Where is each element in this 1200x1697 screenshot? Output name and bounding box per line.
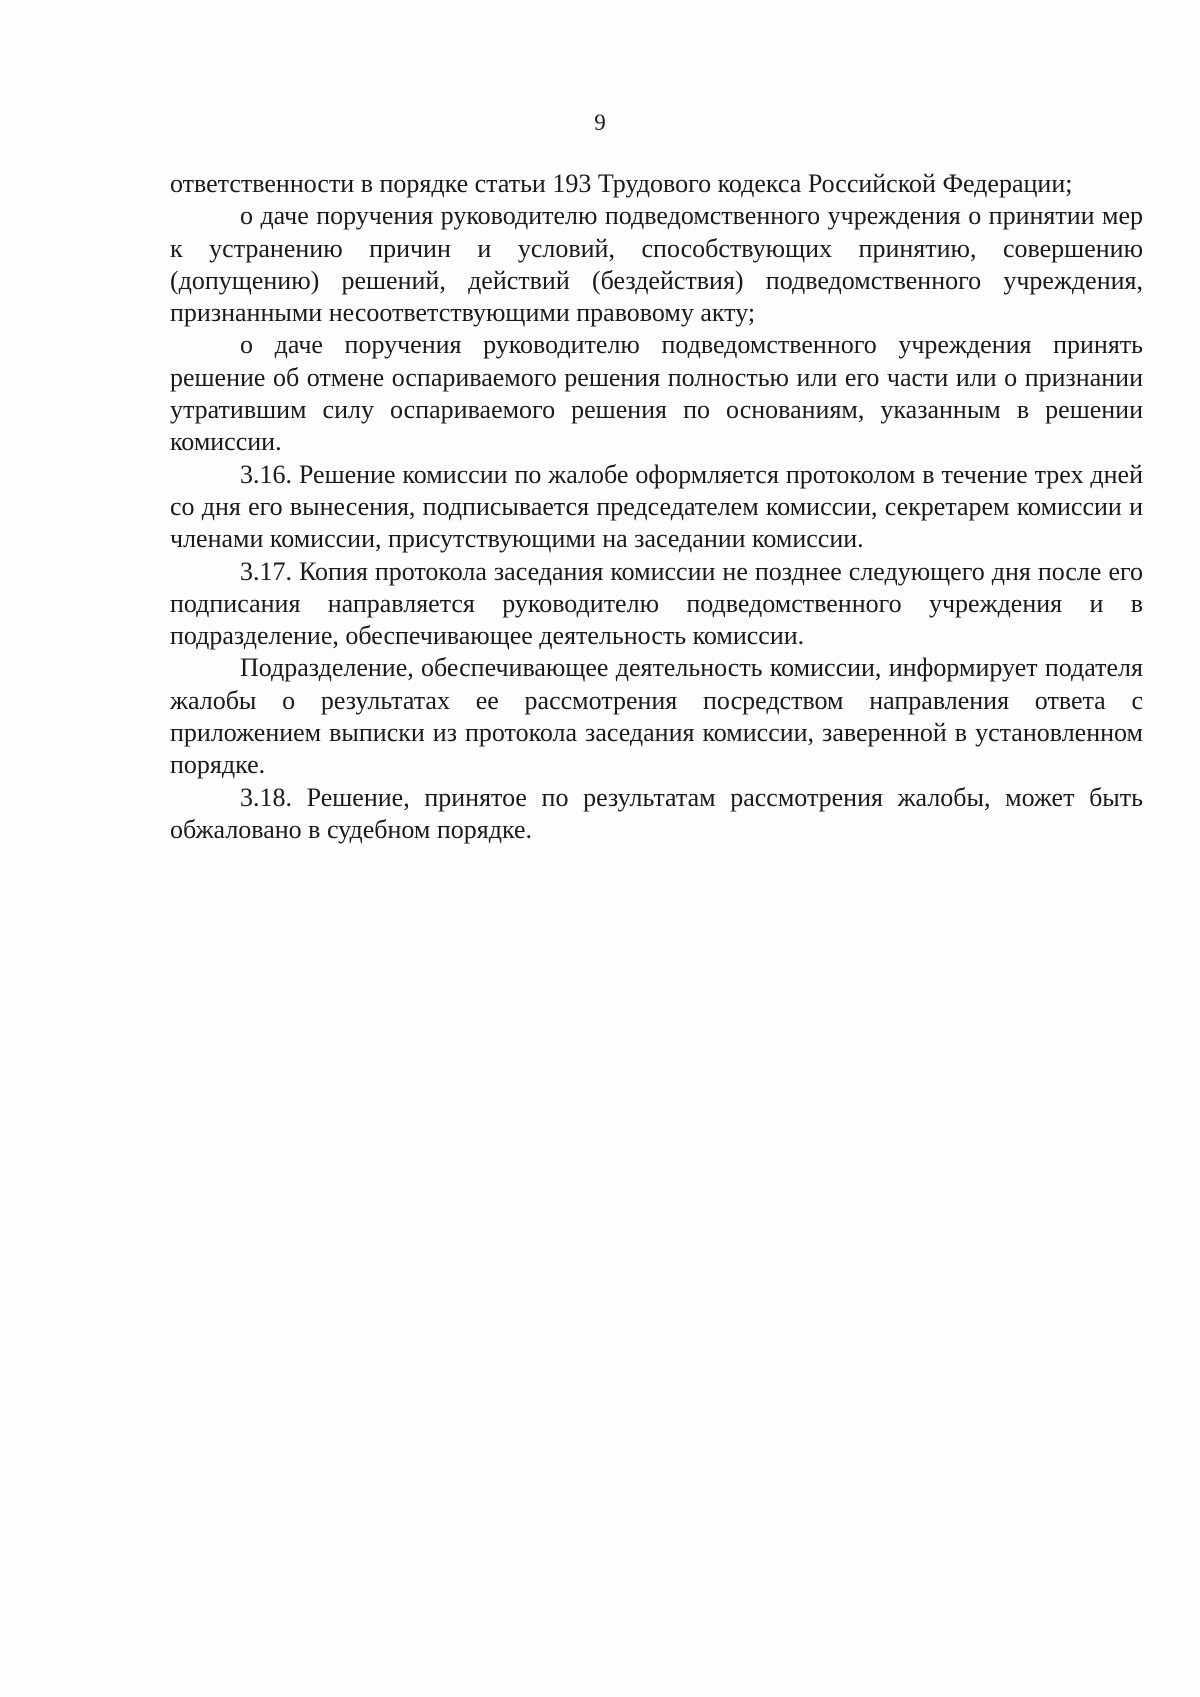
paragraph-article-193: ответственности в порядке статьи 193 Трудового кодекса Российской Федерации; <box>170 169 1073 198</box>
paragraph-division-informs: Подразделение, обеспечивающее деятельность комиссии, информирует подателя жалобы о результатах ее рассмотрения посредством направления ответа с приложением выписки из протокола заседания комиссии, заверенной в установленном порядке. <box>170 653 1143 780</box>
paragraph-3-18: 3.18. Решение, принятое по результатам рассмотрения жалобы, может быть обжаловано в судебном порядке. <box>170 782 1143 844</box>
paragraph-order-cancel-decision: о даче поручения руководителю подведомственного учреждения принять решение об отмене оспариваемого решения полностью или его части или о признании утратившим силу оспариваемого решения по основаниям, указанным в решении комиссии. <box>170 330 1143 457</box>
document-body <box>170 168 1143 846</box>
page-number: 9 <box>594 110 606 135</box>
paragraph-3-17: 3.17. Копия протокола заседания комиссии не позднее следующего дня после его подписания направляется руководителю подведомственного учреждения и в подразделение, обеспечивающее деятельность комиссии. <box>170 556 1143 651</box>
paragraph-order-remove-causes: о даче поручения руководителю подведомственного учреждения о принятии мер к устранению причин и условий, способствующих принятию, совершению (допущению) решений, действий (бездействия) подведомственного учреждения, признанными несоответствующими правовому акту; <box>170 201 1143 328</box>
paragraph-3-16: 3.16. Решение комиссии по жалобе оформляется протоколом в течение трех дней со дня его вынесения, подписывается председателем комиссии, секретарем комиссии и членами комиссии, присутствующими на заседании комиссии. <box>170 459 1143 554</box>
